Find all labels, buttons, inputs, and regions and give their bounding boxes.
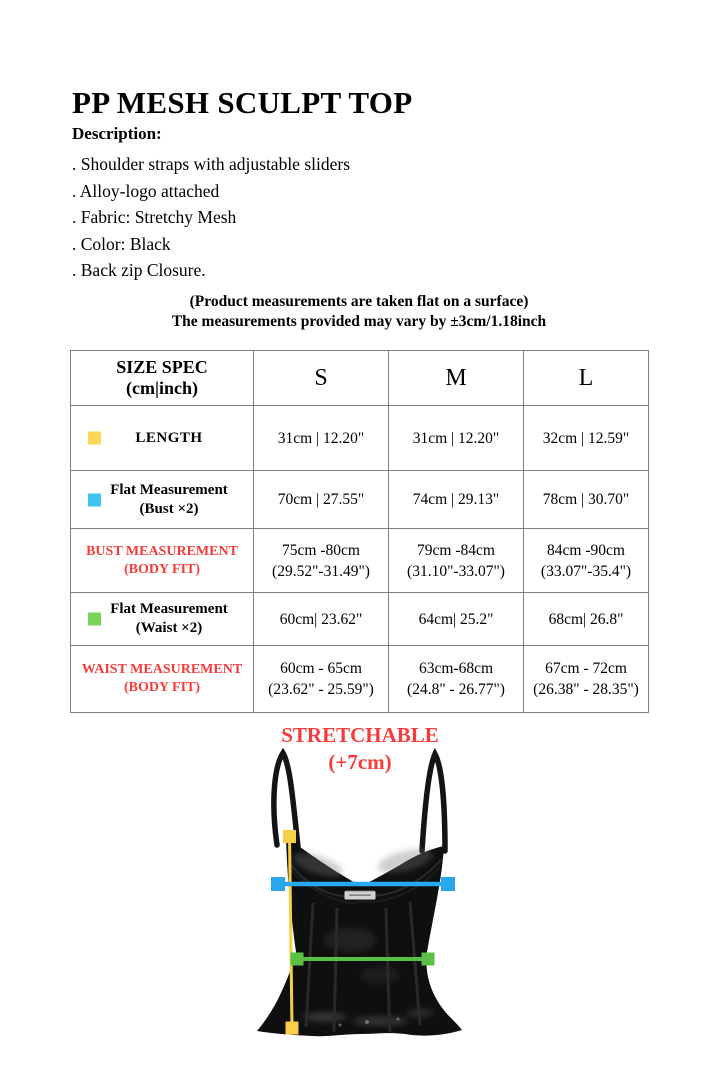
fabric-sheen [303, 1012, 347, 1022]
table-row-flat-waist [71, 593, 649, 646]
fabric-sheen [397, 1018, 400, 1021]
stretchable-amount: (+7cm) [328, 750, 392, 774]
row-label [75, 481, 249, 519]
value-cell [254, 406, 389, 471]
row-label: LENGTH [135, 429, 203, 446]
stretchable-label: STRETCHABLE [281, 723, 439, 747]
bust-marker-icon [88, 493, 101, 506]
cell-line: (33.07"-35.4") [540, 562, 632, 580]
table-row-length [71, 406, 649, 471]
cell-line: (31.10"-33.07") [407, 562, 505, 580]
value-cell [524, 406, 649, 471]
row-label-cell [71, 646, 254, 713]
cell-line: 84cm -90cm [547, 541, 625, 559]
description-section [72, 124, 350, 284]
value-cell [254, 471, 389, 529]
value-cell [254, 529, 389, 593]
cell-line: 63cm-68cm [418, 660, 494, 677]
waist-marker-right-square [422, 953, 435, 966]
fabric-sheen [324, 928, 376, 952]
row-label-line: (Waist ×2) [135, 620, 203, 636]
cell-line: 68cm| 26.8" [548, 610, 624, 628]
fabric-sheen [339, 1024, 342, 1027]
measurement-note-line: (Product measurements are taken flat on a surface) [189, 293, 529, 310]
value-cell [524, 593, 649, 646]
description-item: . Back zip Closure. [72, 260, 206, 281]
row-label-line: (BODY FIT) [123, 680, 201, 695]
row-label-cell [71, 471, 254, 529]
row-label-line: BUST MEASUREMENT [86, 543, 238, 559]
row-label-line: Flat Measurement [110, 601, 228, 617]
length-marker-bottom-square [286, 1022, 299, 1035]
row-label-red [75, 543, 249, 579]
column-header-l: L [524, 351, 649, 406]
cell-line: (24.8" - 26.77") [407, 681, 505, 698]
row-label-cell [71, 593, 254, 646]
value-cell [389, 593, 524, 646]
description-item: . Shoulder straps with adjustable sliders [72, 154, 351, 174]
description-item: . Fabric: Stretchy Mesh [72, 207, 237, 228]
cell-line: 74cm | 29.13" [412, 491, 500, 508]
table-header-row [71, 351, 649, 406]
waist-marker-icon [88, 613, 101, 626]
page-title: PP MESH SCULPT TOP [72, 84, 413, 120]
row-label-line: Flat Measurement [110, 481, 228, 498]
cell-line: 78cm | 30.70" [542, 491, 630, 508]
value-cell [254, 646, 389, 713]
row-label-cell [71, 529, 254, 593]
cell-line: (23.62" - 25.59") [268, 681, 374, 698]
description-item: . Color: Black [72, 233, 171, 254]
column-header-m: M [389, 351, 524, 406]
value-cell [389, 646, 524, 713]
fabric-sheen [360, 966, 400, 984]
table-row-flat-bust [71, 471, 649, 529]
cell-line: 31cm | 12.20" [412, 429, 500, 447]
cell-line: 75cm -80cm [282, 541, 360, 559]
description-item: . Alloy-logo attached [72, 180, 220, 201]
waist-marker-left-square [291, 953, 304, 966]
cell-line: 60cm - 65cm [280, 660, 362, 677]
value-cell [389, 529, 524, 593]
table-row-waist-bodyfit [71, 646, 649, 713]
length-marker-top-square [283, 830, 296, 843]
row-label-red [75, 661, 249, 697]
bust-marker-left-square [271, 877, 285, 891]
value-cell [524, 529, 649, 593]
row-label-line: (BODY FIT) [123, 561, 201, 577]
bust-marker-right-square [441, 877, 455, 891]
stretchable-caption [230, 722, 490, 776]
cell-line: 67cm - 72cm [545, 660, 627, 677]
value-cell [389, 471, 524, 529]
value-cell [524, 471, 649, 529]
cell-line: 60cm| 23.62" [279, 610, 363, 628]
size-spec-table [70, 350, 649, 713]
description-heading: Description: [72, 124, 162, 143]
size-spec-unit: (cm|inch) [126, 378, 198, 398]
cell-line: (26.38" - 28.35") [533, 681, 639, 698]
size-spec-header-cell [71, 351, 254, 406]
cell-line: 31cm | 12.20" [277, 429, 365, 447]
value-cell [389, 406, 524, 471]
row-label [75, 600, 249, 638]
value-cell [524, 646, 649, 713]
value-cell [254, 593, 389, 646]
product-image [230, 745, 490, 1065]
measurement-note-line: The measurements provided may vary by ±3cm/1.18inch [171, 313, 547, 330]
row-label-cell [71, 406, 254, 471]
cell-line: 70cm | 27.55" [277, 491, 365, 508]
length-marker-icon [88, 432, 101, 445]
fabric-sheen [365, 1020, 369, 1024]
garment-illustration [230, 745, 490, 1065]
cell-line: 64cm| 25.2" [418, 610, 494, 628]
fabric-sheen [352, 1016, 408, 1026]
measurement-note [70, 292, 648, 332]
row-label-line: WAIST MEASUREMENT [81, 662, 243, 677]
cell-line: (29.52"-31.49") [272, 562, 370, 580]
size-spec-label: SIZE SPEC [116, 357, 208, 377]
cell-line: 79cm -84cm [417, 541, 495, 559]
column-header-s: S [254, 351, 389, 406]
table-row-bust-bodyfit [71, 529, 649, 593]
row-label-line: (Bust ×2) [139, 500, 199, 517]
cell-line: 32cm | 12.59" [542, 429, 630, 447]
